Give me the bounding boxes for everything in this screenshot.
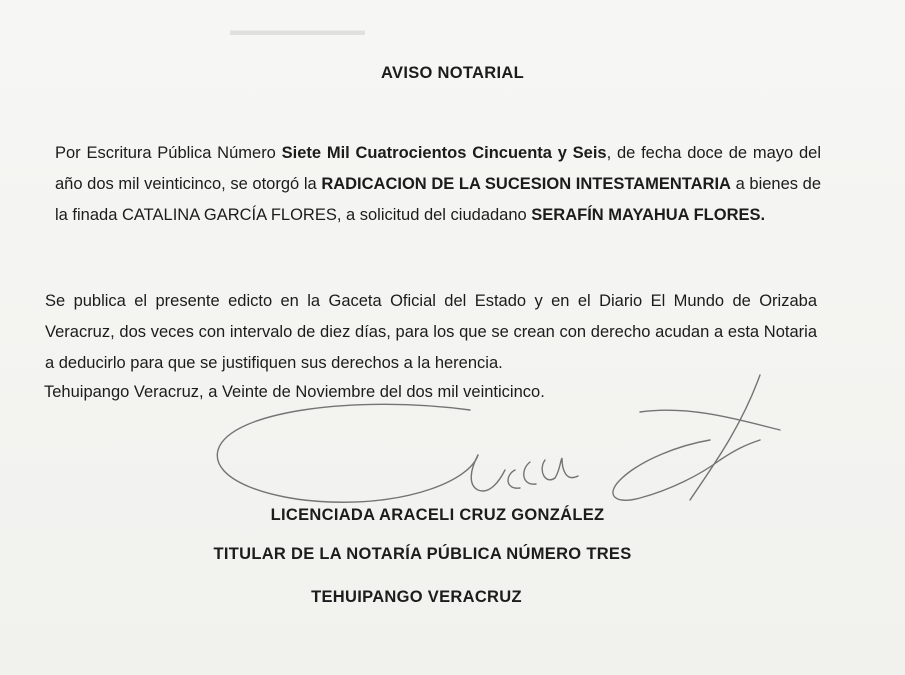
paragraph-fecha: Tehuipango Veracruz, a Veinte de Noviembre del dos mil veinticinco. [44, 383, 545, 401]
document-title: AVISO NOTARIAL [381, 64, 524, 82]
notary-location: TEHUIPANGO VERACRUZ [311, 588, 522, 606]
bleed-through-decoration: ▬▬▬▬▬▬▬▬▬ [230, 22, 365, 39]
paragraph1-text-3: a bienes de la finada CATALINA GARCÍA FLORES, a solicitud del ciudadano [55, 175, 821, 224]
paragraph1-bold-1: Siete Mil Cuatrocientos Cincuenta y Seis [281, 144, 607, 162]
paragraph1-text-2: , de fecha doce de mayo del año dos mil veinticinco, se otorgó la [55, 144, 821, 193]
notary-position: TITULAR DE LA NOTARÍA PÚBLICA NÚMERO TRES [213, 545, 632, 563]
paragraph1-bold-3: SERAFÍN MAYAHUA FLORES. [531, 206, 766, 224]
paragraph1-bold-2: RADICACION DE LA SUCESION INTESTAMENTARIA [321, 175, 731, 193]
notary-name: LICENCIADA ARACELI CRUZ GONZÁLEZ [270, 506, 605, 524]
paragraph1-text-1: Por Escritura Pública Número [55, 144, 282, 162]
paragraph-publicacion: Se publica el presente edicto en la Gaceta Oficial del Estado y en el Diario El Mundo de Orizaba Veracruz, dos veces con intervalo de diez días, para los que se crean con derecho acudan a esta Notaria a deducirlo para que se justifiquen sus derechos a la herencia. [45, 292, 817, 372]
paragraph-radicacion [55, 138, 821, 231]
